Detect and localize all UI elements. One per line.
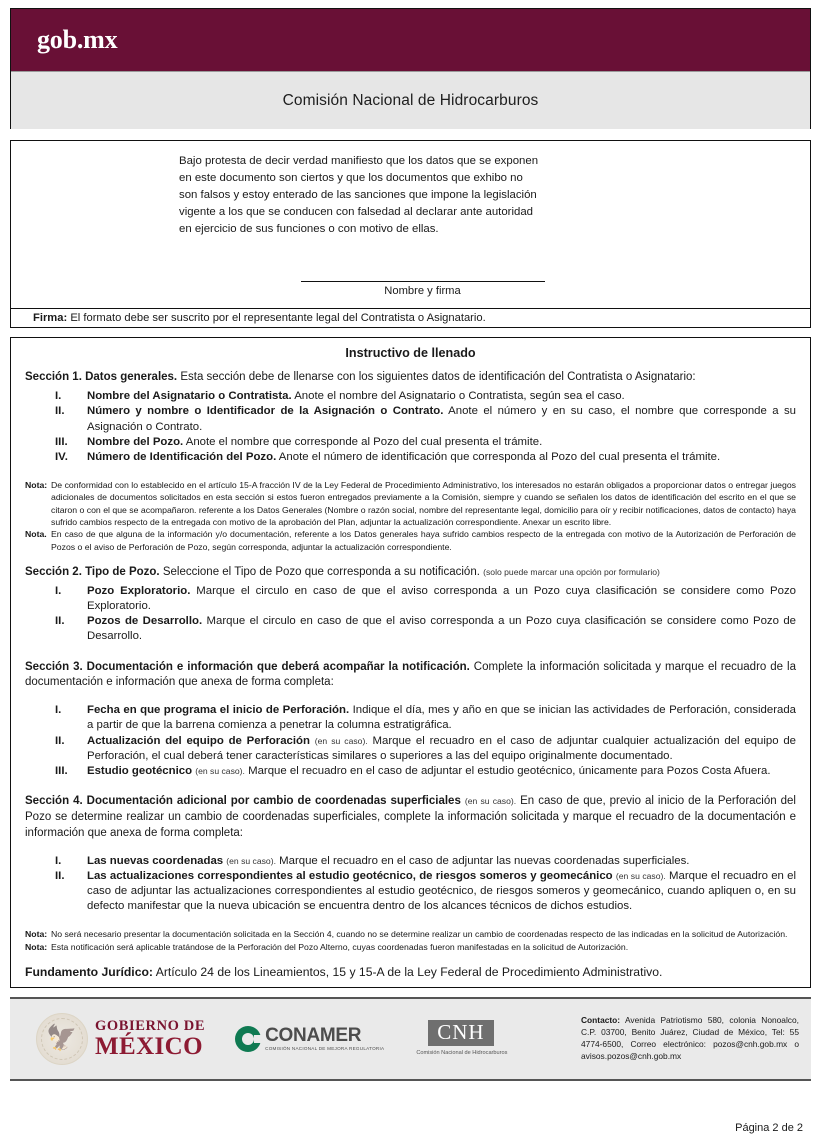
gobmx-banner <box>11 9 810 71</box>
section4-label: Sección 4. Documentación adicional por cambio de coordenadas superficiales <box>25 795 461 808</box>
section2-intro: Seleccione el Tipo de Pozo que corresponda a su notificación. <box>162 566 480 579</box>
section1-intro: Esta sección debe de llenarse con los siguientes datos de identificación del Contratista o Asignatario: <box>180 371 696 384</box>
firma-note-row <box>11 308 810 327</box>
declaration-body <box>11 141 810 297</box>
document-footer <box>10 997 811 1081</box>
section1-item-list <box>25 389 796 465</box>
item-numeral: II. <box>55 869 65 882</box>
section4-label-paren: (en su caso). <box>464 796 517 807</box>
item-text: Anote el nombre del Asignatario o Contratista, según sea el caso. <box>294 390 625 403</box>
item-title: Fecha en que programa el inicio de Perforación. <box>87 704 350 717</box>
section1-heading <box>25 370 796 386</box>
item-paren: (en su caso). <box>195 765 245 776</box>
item-title: Nombre del Pozo. <box>87 435 184 448</box>
gobmx-logo: gob.mx <box>37 25 118 54</box>
agency-title: Comisión Nacional de Hidrocarburos <box>282 91 539 109</box>
agency-title-bar <box>11 71 810 129</box>
section4-note-2 <box>25 941 796 953</box>
item-numeral: II. <box>55 734 65 747</box>
item-title: Número de Identificación del Pozo. <box>87 450 277 463</box>
fundamento-juridico <box>25 965 796 979</box>
declaration-text: Bajo protesta de decir verdad manifiesto que los datos que se exponen en este documento son ciertos y que los documentos que exhibo no son falsos y estoy enterado de las sanciones que impone la legislación vigente a los que se conducen con falsedad al declarar ante autoridad en ejercicio de sus funciones o con motivo de ellas. <box>179 155 539 235</box>
list-item <box>25 435 796 450</box>
page-number: Página 2 de 2 <box>735 1122 803 1134</box>
list-item <box>25 734 796 764</box>
item-text: Marque el recuadro en el caso de adjuntar el estudio geotécnico, únicamente para Pozos Costa Afuera. <box>248 764 771 777</box>
footer-logo-group <box>36 1013 581 1065</box>
section3-intro: Complete la información solicitada y marque el recuadro de la documentación e información que anexa de forma completa: <box>25 660 796 689</box>
contact-text: Avenida Patriotismo 580, colonia Nonoalco, C.P. 03700, Benito Juárez, Ciudad de México, Tel: 55 4774-6500, Correo electrónico: pozos@cnh.gob.mx o avisos.pozos@cnh.gob.mx <box>581 1015 799 1061</box>
note-text: De conformidad con lo establecido en el artículo 15-A fracción IV de la Ley Federal de Procedimiento Administrativo, los interesados no estarán obligados a proporcionar datos o entregar juegos adicionales de documentos solicitados en esta sección si estos fueron entregados previamente a la Comisión, siempre y cuando se señalen los datos de identificación del escrito en el que se citaron o con el que se acompañaron. referente a los Datos Generales (Nombre o razón social, nombre del representante legal, domicilio para oír y recibir notificaciones, datos de contacto) haya sufrido cambios respecto de la entregada con motivo de la aprobación del Plan, adjuntar la actualización correspondiente. Anexar un escrito libre. <box>51 480 796 528</box>
note-text: En caso de que alguna de la información y/o documentación, referente a los Datos generales haya sufrido cambios respecto de la entregada con motivo de la Autorización de Perforación de Pozos o el aviso de Perforación de Pozo, según corresponda, adjuntar la actualización correspondiente. <box>51 529 796 552</box>
note-label: Nota: <box>25 480 48 491</box>
item-text: Marque el circulo en caso de que el aviso corresponda a un Pozo cuya clasificación se considere como Pozo Exploratorio. <box>87 584 796 613</box>
item-numeral: I. <box>55 584 62 597</box>
note-text: Esta notificación será aplicable tratándose de la Perforación del Pozo Alterno, cuyas coordenadas fueron manifestadas en la solicitud de Autorización. <box>51 941 629 952</box>
item-text: Marque el recuadro en el caso de adjuntar cualquier actualización del equipo de Perforación, el cual deberá tener características similares o superiores a las del equipo originalmente documentado. <box>87 734 796 762</box>
gobmex-line1: GOBIERNO DE <box>95 1017 206 1034</box>
signature-line <box>301 281 545 282</box>
firma-label: Firma: <box>33 312 68 325</box>
gobmex-line2: MÉXICO <box>95 1033 203 1061</box>
conamer-wordmark <box>265 1026 384 1052</box>
section4-intro: En caso de que, previo al inicio de la Perforación del Pozo se determine realizar un cambio de coordenadas superficiales, complete la información solicitada y marque el recuadro de la documentación e información que anexa de forma completa: <box>25 795 796 839</box>
item-numeral: I. <box>55 704 62 717</box>
item-title: Estudio geotécnico <box>87 764 193 777</box>
declaration-box <box>10 140 811 328</box>
list-item <box>25 764 796 779</box>
eagle-glyph: 🦅 <box>46 1024 78 1053</box>
item-numeral: IV. <box>55 450 68 463</box>
instructions-title: Instructivo de llenado <box>345 346 476 361</box>
fundamento-label: Fundamento Jurídico: <box>25 964 153 979</box>
item-text: Marque el circulo en caso de que el aviso corresponda a un Pozo cuya clasificación se considere como Pozo de Desarrollo. <box>87 615 797 643</box>
item-paren: (en su caso). <box>226 855 276 866</box>
item-paren: (en su caso). <box>314 735 368 746</box>
section1-note-2 <box>25 528 796 553</box>
item-title: Nombre del Asignatario o Contratista. <box>87 390 292 403</box>
section2-heading <box>25 565 796 581</box>
item-numeral: III. <box>55 435 68 448</box>
item-numeral: III. <box>55 764 68 777</box>
cnh-word: CNH <box>428 1020 493 1046</box>
section4-note-1 <box>25 928 796 940</box>
item-text: Marque el recuadro en el caso de adjuntar las nuevas coordenadas superficiales. <box>279 854 690 867</box>
item-text: Anote el número de identificación que corresponda al Pozo del cual presenta el trámite. <box>278 450 721 463</box>
cnh-subtitle: Comisión Nacional de Hidrocarburos <box>416 1050 508 1057</box>
list-item <box>25 584 796 614</box>
item-title: Pozo Exploratorio. <box>87 584 191 597</box>
contact-block <box>581 1015 799 1063</box>
item-title: Las actualizaciones correspondientes al estudio geotécnico, de riesgos someros y geomecánico <box>87 869 613 882</box>
item-title: Actualización del equipo de Perforación <box>87 734 310 747</box>
section2-label: Sección 2. Tipo de Pozo. <box>25 566 160 579</box>
document-header <box>10 8 811 129</box>
fundamento-text: Artículo 24 de los Lineamientos, 15 y 15-A de la Ley Federal de Procedimiento Administrativo. <box>155 964 663 979</box>
list-item <box>25 450 796 465</box>
instructions-box <box>10 337 811 988</box>
conamer-subtitle: COMISIÓN NACIONAL DE MEJORA REGULATORIA <box>265 1046 385 1052</box>
note-label: Nota: <box>25 929 48 940</box>
list-item <box>25 389 796 404</box>
signature-zone <box>11 281 810 297</box>
item-numeral: I. <box>55 854 62 867</box>
conamer-word: CONAMER <box>265 1025 362 1047</box>
gobierno-de-mexico-wordmark <box>95 1019 205 1060</box>
item-title: Pozos de Desarrollo. <box>87 615 203 628</box>
item-numeral: II. <box>55 405 65 418</box>
section2-intro-paren: (solo puede marcar una opción por formulario) <box>483 567 660 578</box>
item-title: Las nuevas coordenadas <box>87 854 224 867</box>
conamer-logo <box>235 1026 384 1052</box>
gobierno-de-mexico-logo <box>36 1013 205 1065</box>
section3-label: Sección 3. Documentación e información que deberá acompañar la notificación. <box>25 660 470 673</box>
signature-label: Nombre y firma <box>384 285 461 298</box>
list-item <box>25 703 796 733</box>
list-item <box>25 404 796 434</box>
item-numeral: II. <box>55 615 65 628</box>
section4-item-list <box>25 854 796 915</box>
list-item <box>25 869 796 914</box>
cnh-logo <box>414 1020 507 1057</box>
item-text: Anote el número y en su caso, el nombre que corresponde a su Asignación o Contrato. <box>87 405 796 433</box>
section1-label: Sección 1. Datos generales. <box>25 371 178 384</box>
note-label: Nota: <box>25 941 48 952</box>
item-paren: (en su caso). <box>615 870 666 881</box>
item-title: Número y nombre o Identificador de la Asignación o Contrato. <box>87 405 444 418</box>
list-item <box>25 614 796 644</box>
section2-item-list <box>25 584 796 645</box>
conamer-spiral-icon <box>235 1026 261 1052</box>
item-text: Indique el día, mes y año en que se inician las actividades de Perforación, considerada a partir de que la barrena comienza a penetrar la columna estratigráfica. <box>87 704 796 732</box>
item-text: Marque el recuadro en el caso de adjuntar las actualizaciones correspondientes al estudio geotécnico, de riesgos someros y geomecánico, cuando apliquen o, en su defecto manifestar que la nueva ubicación se encuentra dentro de los alcances técnicos de dichos estudios. <box>87 869 797 913</box>
section4-heading <box>25 794 796 842</box>
contact-label: Contacto: <box>581 1015 621 1026</box>
list-item <box>25 854 796 869</box>
section3-heading <box>25 660 796 692</box>
item-numeral: I. <box>55 390 62 403</box>
mexican-eagle-seal-icon <box>36 1013 88 1065</box>
section1-note-1 <box>25 479 796 528</box>
note-text: No será necesario presentar la documentación solicitada en la Sección 4, cuando no se determine realizar un cambio de coordenadas respecto de las indicadas en la solicitud de Autorización. <box>51 929 788 940</box>
section3-item-list <box>25 703 796 779</box>
item-text: Anote el nombre que corresponde al Pozo del cual presenta el trámite. <box>185 435 543 448</box>
note-label: Nota. <box>25 529 47 540</box>
firma-text: El formato debe ser suscrito por el representante legal del Contratista o Asignatario. <box>70 312 486 325</box>
